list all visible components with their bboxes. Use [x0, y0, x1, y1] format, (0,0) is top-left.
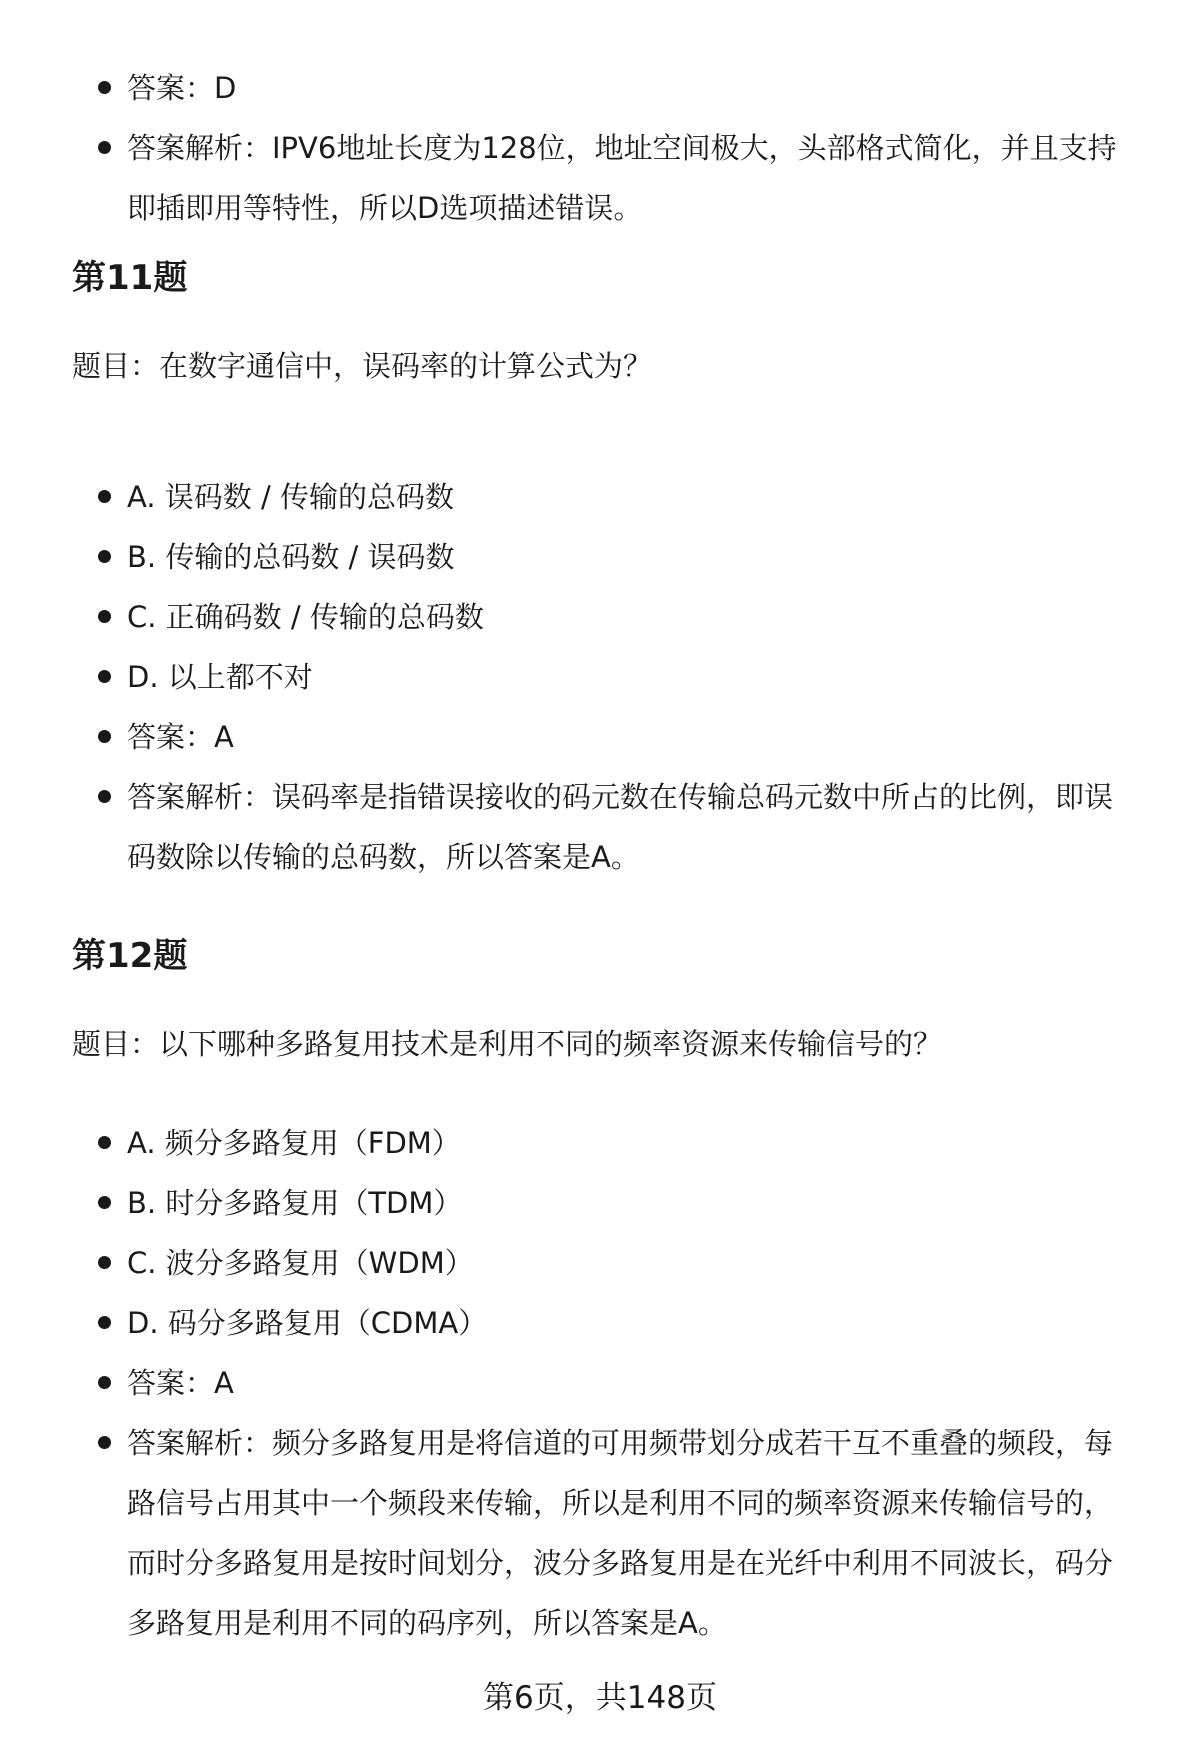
bullet-icon — [98, 1256, 111, 1269]
option-b — [0, 527, 1200, 587]
answer-text: 答案：A — [127, 720, 234, 754]
option-d — [0, 647, 1200, 707]
previous-question-answer-block — [0, 58, 1200, 238]
option-a — [0, 1113, 1200, 1173]
answer-text: 答案：D — [127, 71, 237, 105]
option-text: B. 传输的总码数 / 误码数 — [127, 540, 455, 574]
list-item — [0, 118, 1200, 238]
explanation-text: 答案解析：IPV6地址长度为128位，地址空间极大，头部格式简化，并且支持即插即用等特性，所以D选项描述错误。 — [127, 131, 1117, 225]
bullet-icon — [98, 1376, 111, 1389]
option-text: A. 误码数 / 传输的总码数 — [127, 480, 454, 514]
option-text: D. 以上都不对 — [127, 660, 313, 694]
option-text: B. 时分多路复用（TDM） — [127, 1186, 463, 1220]
question-12-options — [0, 1113, 1200, 1653]
question-11-options — [0, 467, 1200, 887]
bullet-icon — [98, 1196, 111, 1209]
option-text: C. 波分多路复用（WDM） — [127, 1246, 474, 1280]
explanation-text: 答案解析：频分多路复用是将信道的可用频带划分成若干互不重叠的频段，每路信号占用其中一个频段来传输，所以是利用不同的频率资源来传输信号的，而时分多路复用是按时间划分，波分多路复用是在光纤中利用不同波长，码分多路复用是利用不同的码序列，所以答案是A。 — [127, 1426, 1114, 1640]
bullet-icon — [98, 81, 111, 94]
option-d — [0, 1293, 1200, 1353]
answer-item — [0, 707, 1200, 767]
option-b — [0, 1173, 1200, 1233]
explanation-item — [0, 767, 1200, 887]
bullet-icon — [98, 790, 111, 803]
explanation-item — [0, 1413, 1200, 1653]
option-text: D. 码分多路复用（CDMA） — [127, 1306, 488, 1340]
bullet-icon — [98, 730, 111, 743]
option-text: C. 正确码数 / 传输的总码数 — [127, 600, 484, 634]
bullet-icon — [98, 610, 111, 623]
bullet-icon — [98, 550, 111, 563]
option-c — [0, 587, 1200, 647]
list-item — [0, 58, 1200, 118]
bullet-icon — [98, 1136, 111, 1149]
page-number: 第6页，共148页 — [483, 1680, 717, 1716]
answer-item — [0, 1353, 1200, 1413]
question-stem-12: 题目：以下哪种多路复用技术是利用不同的频率资源来传输信号的？ — [72, 1027, 943, 1061]
question-stem-11: 题目：在数字通信中，误码率的计算公式为？ — [72, 349, 653, 383]
question-heading-11: 第11题 — [72, 258, 188, 298]
question-heading-12: 第12题 — [72, 936, 188, 976]
bullet-icon — [98, 1436, 111, 1449]
option-a — [0, 467, 1200, 527]
bullet-icon — [98, 490, 111, 503]
explanation-text: 答案解析：误码率是指错误接收的码元数在传输总码元数中所占的比例，即误码数除以传输的总码数，所以答案是A。 — [127, 780, 1114, 874]
bullet-icon — [98, 670, 111, 683]
bullet-icon — [98, 1316, 111, 1329]
bullet-icon — [98, 141, 111, 154]
option-text: A. 频分多路复用（FDM） — [127, 1126, 461, 1160]
option-c — [0, 1233, 1200, 1293]
answer-text: 答案：A — [127, 1366, 234, 1400]
